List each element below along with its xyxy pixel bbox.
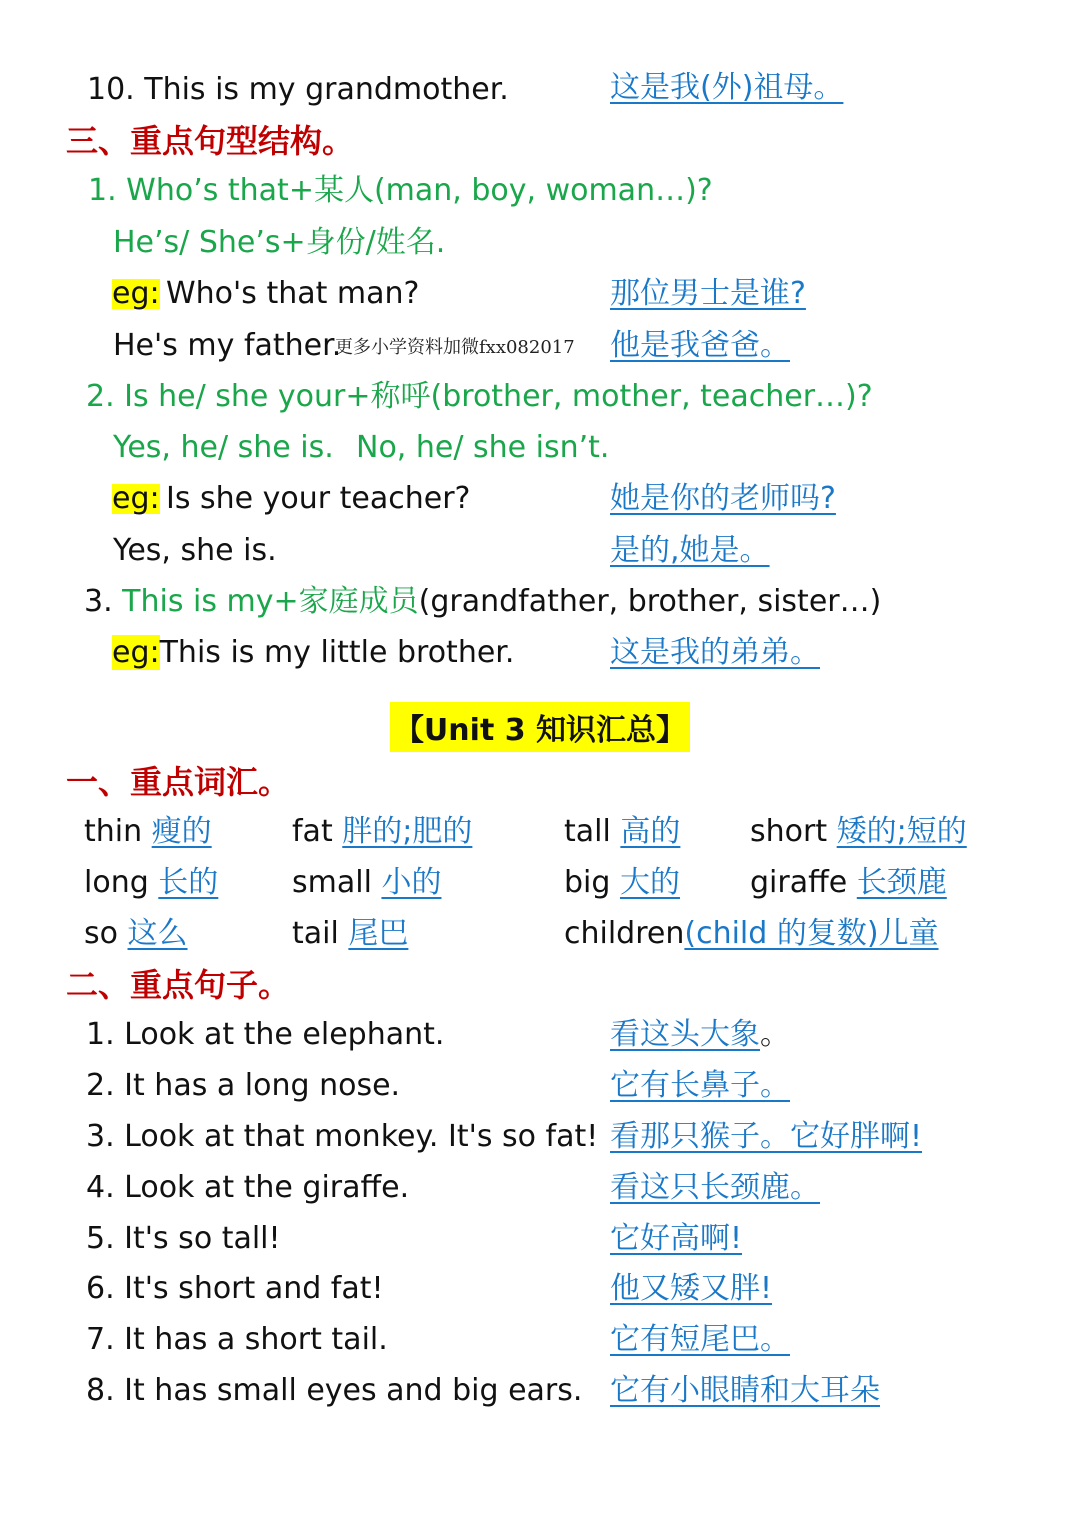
sentence-zh-tail: 。 [760,1017,790,1052]
vocab-item [564,916,939,951]
section-title-vocab: 一、重点词汇。 [66,763,291,801]
eg-label: eg: [112,635,160,670]
vocab-item [84,916,188,951]
vocab-zh: 尾巴 [348,916,409,951]
pattern-2-question: 2. Is he/ she your+称呼(brother, mother, teacher…)? [86,379,873,414]
vocab-item [84,865,219,900]
pattern-3 [84,584,882,619]
pattern-3-eg [112,635,515,670]
sentence-en: 6. It's short and fat! [86,1271,384,1306]
pattern-1-eg-question-zh: 那位男士是谁? [610,276,806,311]
vocab-item [564,865,680,900]
unit-banner-text: 【Unit 3 知识汇总】 [393,713,687,748]
pattern-2-answer-yes: Yes, he/ she is. [113,430,334,465]
vocab-en: big [564,865,611,900]
pattern-1-eg-question: Who's that man? [166,276,420,311]
pattern-3-eg-text: This is my little brother. [159,635,515,670]
pattern-2-eg-question-zh: 她是你的老师吗? [610,481,836,516]
vocab-zh: 大的 [619,865,680,900]
sentence-zh: 它有小眼睛和大耳朵 [610,1373,880,1408]
eg-label: eg: [112,481,160,516]
vocab-item [750,814,967,849]
vocab-en: tail [292,916,339,951]
vocab-en: short [750,814,828,849]
vocab-en: long [84,865,149,900]
vocab-item [750,865,947,900]
vocab-zh: 这么 [127,916,188,951]
pattern-2-answer-no: No, he/ she isn’t. [356,430,610,465]
vocab-zh: 矮的;短的 [836,814,967,849]
vocab-en: small [292,865,372,900]
vocab-zh: 瘦的 [151,814,212,849]
sentence-zh: 看这头大象 [610,1017,760,1052]
vocab-item [564,814,681,849]
vocab-zh: (child 的复数)儿童 [684,916,939,951]
vocab-zh: 长的 [158,865,219,900]
vocab-item [292,916,409,951]
watermark-text: 更多小学资料加微fxx082017 [335,337,575,358]
sentence-en: 3. Look at that monkey. It's so fat! [86,1119,599,1154]
vocab-en: children [564,916,685,951]
pattern-2-eg-answer: Yes, she is. [113,533,277,568]
vocab-zh: 高的 [620,814,681,849]
pattern-1-question: 1. Who’s that+某人(man, boy, woman…)? [88,173,713,208]
vocab-en: thin [84,814,143,849]
vocab-zh: 小的 [381,865,442,900]
sentence-en: 1. Look at the elephant. [86,1017,445,1052]
pattern-3-pattern: This is my+家庭成员 [122,584,419,619]
pattern-2-eg-question: Is she your teacher? [166,481,471,516]
pattern-2-eg-answer-zh: 是的,她是。 [610,533,770,568]
vocab-zh: 胖的;肥的 [342,814,473,849]
unit-banner [390,702,690,752]
sentence-zh: 看那只猴子。它好胖啊! [610,1119,923,1154]
sentence-en: 8. It has small eyes and big ears. [86,1373,583,1408]
vocab-en: giraffe [750,865,848,900]
sentence-zh: 看这只长颈鹿。 [610,1170,820,1205]
sentence-en: 5. It's so tall! [86,1221,281,1256]
sentence-en: 2. It has a long nose. [86,1068,401,1103]
vocab-en: so [84,916,118,951]
sentence-zh: 它有长鼻子。 [610,1068,790,1103]
sentence-zh: 他又矮又胖! [610,1271,773,1306]
pattern-1-eg-answer-zh: 他是我爸爸。 [610,328,790,363]
pattern-3-examples: (grandfather, brother, sister…) [418,584,882,619]
vocab-item [84,814,212,849]
section-title-sentences: 二、重点句子。 [66,966,291,1004]
sentence-zh-wrap [610,1017,790,1052]
vocab-item [292,865,442,900]
pattern-1-eg-answer: He's my father. [113,328,342,363]
sentence-10-zh: 这是我(外)祖母。 [610,70,844,105]
vocab-en: tall [564,814,611,849]
pattern-3-eg-zh: 这是我的弟弟。 [610,635,820,670]
sentence-en: 7. It has a short tail. [86,1322,388,1357]
vocab-en: fat [292,814,333,849]
vocab-zh: 长颈鹿 [856,865,947,900]
sentence-zh: 它有短尾巴。 [610,1322,790,1357]
sentence-zh: 它好高啊! [610,1221,743,1256]
pattern-3-number: 3. [84,584,113,619]
pattern-1-answer: He’s/ She’s+身份/姓名. [113,225,446,260]
sentence-10-en: 10. This is my grandmother. [87,72,509,107]
eg-label: eg: [112,276,160,311]
sentence-en: 4. Look at the giraffe. [86,1170,410,1205]
vocab-item [292,814,473,849]
section-title-patterns: 三、重点句型结构。 [66,122,355,160]
